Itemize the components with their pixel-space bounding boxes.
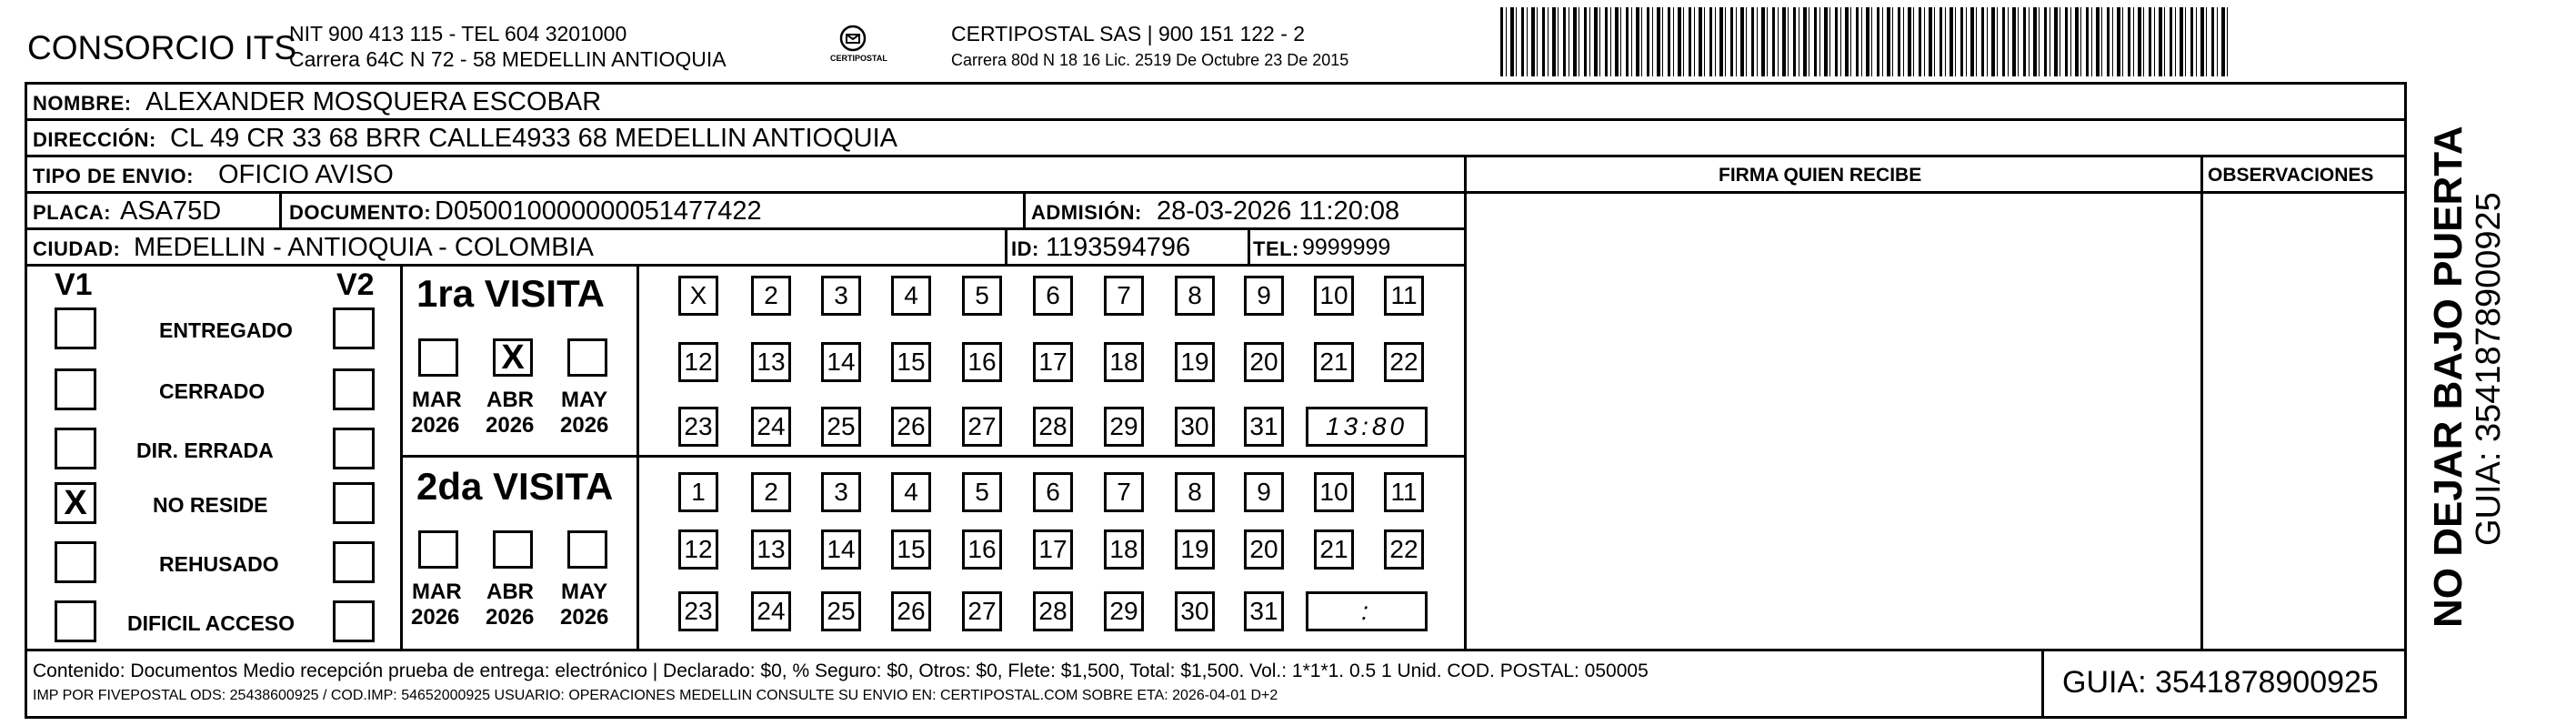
status-label: DIR. ERRADA — [136, 439, 274, 462]
status-label: DIFICIL ACCESO — [127, 611, 296, 635]
side-guia: GUIA: 3541878900925 — [2470, 192, 2508, 546]
month-label: MAY — [561, 388, 608, 412]
first-day-cell[interactable]: 30 — [1175, 407, 1215, 447]
tipo-envio-label: TIPO DE ENVIO: — [33, 165, 194, 187]
second-day-cell[interactable]: 13 — [751, 529, 791, 570]
tel-label: TEL: — [1253, 237, 1299, 260]
first-day-cell[interactable]: 22 — [1384, 342, 1424, 382]
second-day-cell[interactable]: 26 — [891, 591, 931, 631]
first-day-cell[interactable]: 26 — [891, 407, 931, 447]
second-day-cell[interactable]: 18 — [1104, 529, 1144, 570]
second-day-cell[interactable]: 22 — [1384, 529, 1424, 570]
first-visit-title: 1ra VISITA — [416, 272, 605, 315]
second-day-cell[interactable]: 29 — [1104, 591, 1144, 631]
month-checkbox[interactable] — [567, 338, 607, 377]
firma-header: FIRMA QUIEN RECIBE — [1719, 165, 1922, 186]
second-day-cell[interactable]: 1 — [678, 472, 718, 512]
first-day-cell[interactable]: X — [678, 276, 718, 316]
month-year: 2026 — [486, 413, 535, 438]
month-label: ABR — [486, 388, 534, 412]
second-day-cell[interactable]: 17 — [1033, 529, 1073, 570]
first-day-cell[interactable]: 24 — [751, 407, 791, 447]
observaciones-header: OBSERVACIONES — [2208, 165, 2374, 186]
courier-line: CERTIPOSTAL SAS | 900 151 122 - 2 — [951, 22, 1306, 45]
status-label: REHUSADO — [159, 552, 279, 576]
month-label: ABR — [486, 580, 534, 604]
first-day-cell[interactable]: 14 — [821, 342, 861, 382]
status-label: ENTREGADO — [159, 318, 293, 342]
second-day-cell[interactable]: 27 — [962, 591, 1002, 631]
month-year: 2026 — [486, 605, 535, 630]
first-day-cell[interactable]: 8 — [1175, 276, 1215, 316]
first-day-cell[interactable]: 18 — [1104, 342, 1144, 382]
v1-checkbox[interactable] — [55, 368, 96, 410]
first-time-box[interactable]: 13:80 — [1306, 407, 1428, 447]
month-label: MAR — [412, 388, 462, 412]
company-address: Carrera 64C N 72 - 58 MEDELLIN ANTIOQUIA — [289, 47, 727, 71]
second-day-cell[interactable]: 14 — [821, 529, 861, 570]
first-day-cell[interactable]: 25 — [821, 407, 861, 447]
footer-imp: IMP POR FIVEPOSTAL ODS: 25438600925 / COD.IMP: 54652000925 USUARIO: OPERACIONES MEDELLIN CONSULTE SU ENVIO EN: CERTIPOSTAL.COM SOBRE ETA: 2026-04-01 D+2 — [33, 688, 1278, 703]
first-day-cell[interactable]: 15 — [891, 342, 931, 382]
v1-checkbox[interactable] — [55, 541, 96, 583]
direccion-label: DIRECCIÓN: — [33, 128, 156, 151]
tel-value: 9999999 — [1302, 235, 1391, 260]
second-day-cell[interactable]: 24 — [751, 591, 791, 631]
v1-checkbox[interactable] — [55, 308, 96, 349]
status-label: CERRADO — [159, 379, 266, 403]
month-year: 2026 — [411, 413, 460, 438]
month-checkbox[interactable] — [418, 338, 458, 377]
second-day-cell[interactable]: 6 — [1033, 472, 1073, 512]
second-day-cell[interactable]: 21 — [1314, 529, 1354, 570]
second-day-cell[interactable]: 11 — [1384, 472, 1424, 512]
first-day-cell[interactable]: 9 — [1244, 276, 1284, 316]
nombre-value: ALEXANDER MOSQUERA ESCOBAR — [145, 87, 602, 116]
v1-checkbox[interactable] — [55, 600, 96, 642]
second-day-cell[interactable]: 20 — [1244, 529, 1284, 570]
second-day-cell[interactable]: 7 — [1104, 472, 1144, 512]
tipo-envio-value: OFICIO AVISO — [218, 160, 394, 189]
ciudad-label: CIUDAD: — [33, 237, 121, 260]
first-day-cell[interactable]: 29 — [1104, 407, 1144, 447]
second-day-cell[interactable]: 31 — [1244, 591, 1284, 631]
first-day-cell[interactable]: 20 — [1244, 342, 1284, 382]
certipostal-logo — [814, 22, 892, 69]
month-year: 2026 — [560, 605, 609, 630]
first-day-cell[interactable]: 6 — [1033, 276, 1073, 316]
month-checkbox[interactable] — [493, 530, 533, 569]
first-day-cell[interactable]: 11 — [1384, 276, 1424, 316]
admision-label: ADMISIÓN: — [1031, 201, 1142, 224]
second-day-cell[interactable]: 5 — [962, 472, 1002, 512]
month-checkbox[interactable] — [567, 530, 607, 569]
second-day-cell[interactable]: 3 — [821, 472, 861, 512]
side-warning: NO DEJAR BAJO PUERTA — [2426, 126, 2471, 628]
month-checkbox[interactable] — [418, 530, 458, 569]
company-name: CONSORCIO ITS — [27, 29, 297, 66]
month-year: 2026 — [560, 413, 609, 438]
company-nit: NIT 900 413 115 - TEL 604 3201000 — [289, 22, 627, 45]
second-day-cell[interactable]: 9 — [1244, 472, 1284, 512]
v2-checkbox[interactable] — [333, 428, 375, 469]
second-day-cell[interactable]: 12 — [678, 529, 718, 570]
status-label: NO RESIDE — [153, 493, 268, 517]
id-label: ID: — [1011, 237, 1039, 260]
nombre-label: NOMBRE: — [33, 92, 132, 115]
ciudad-value: MEDELLIN - ANTIOQUIA - COLOMBIA — [134, 233, 594, 262]
v1-checkbox[interactable]: X — [55, 482, 96, 524]
second-visit-title: 2da VISITA — [416, 465, 614, 508]
second-day-cell[interactable]: 8 — [1175, 472, 1215, 512]
month-label: MAR — [412, 580, 462, 604]
first-day-cell[interactable]: 31 — [1244, 407, 1284, 447]
first-day-cell[interactable]: 12 — [678, 342, 718, 382]
logo-text: CERTIPOSTAL — [830, 54, 887, 63]
v2-checkbox[interactable] — [333, 368, 375, 410]
v2-checkbox[interactable] — [333, 541, 375, 583]
v2-checkbox[interactable] — [333, 482, 375, 524]
second-day-cell[interactable]: 2 — [751, 472, 791, 512]
v1-checkbox[interactable] — [55, 428, 96, 469]
second-day-cell[interactable]: 10 — [1314, 472, 1354, 512]
first-day-cell[interactable]: 21 — [1314, 342, 1354, 382]
month-label: MAY — [561, 580, 608, 604]
v1-header: V1 — [55, 267, 93, 302]
first-day-cell[interactable]: 4 — [891, 276, 931, 316]
first-day-cell[interactable]: 16 — [962, 342, 1002, 382]
second-time-box[interactable]: : — [1306, 591, 1428, 631]
v2-checkbox[interactable] — [333, 600, 375, 642]
second-day-cell[interactable]: 23 — [678, 591, 718, 631]
first-day-cell[interactable]: 7 — [1104, 276, 1144, 316]
first-day-cell[interactable]: 28 — [1033, 407, 1073, 447]
first-day-cell[interactable]: 2 — [751, 276, 791, 316]
first-day-cell[interactable]: 23 — [678, 407, 718, 447]
second-day-cell[interactable]: 15 — [891, 529, 931, 570]
first-day-cell[interactable]: 27 — [962, 407, 1002, 447]
month-year: 2026 — [411, 605, 460, 630]
first-day-cell[interactable]: 10 — [1314, 276, 1354, 316]
direccion-value: CL 49 CR 33 68 BRR CALLE4933 68 MEDELLIN ANTIOQUIA — [170, 124, 898, 153]
footer-contenido: Contenido: Documentos Medio recepción prueba de entrega: electrónico | Declarado: $0, % Seguro: $0, Otros: $0, Flete: $1,500, Total: $1,500. Vol.: 1*1*1. 0.5 1 Unid. COD. POSTAL: 050005 — [33, 660, 1649, 681]
first-day-cell[interactable]: 13 — [751, 342, 791, 382]
second-day-cell[interactable]: 28 — [1033, 591, 1073, 631]
v2-checkbox[interactable] — [333, 308, 375, 349]
first-day-cell[interactable]: 19 — [1175, 342, 1215, 382]
first-day-cell[interactable]: 5 — [962, 276, 1002, 316]
v2-header: V2 — [336, 267, 375, 302]
month-checkbox[interactable]: X — [493, 338, 533, 377]
first-day-cell[interactable]: 3 — [821, 276, 861, 316]
second-day-cell[interactable]: 4 — [891, 472, 931, 512]
second-day-cell[interactable]: 30 — [1175, 591, 1215, 631]
barcode-icon — [1500, 7, 2228, 76]
placa-label: PLACA: — [33, 201, 112, 224]
documento-label: DOCUMENTO: — [289, 201, 432, 224]
courier-address: Carrera 80d N 18 16 Lic. 2519 De Octubre 23 De 2015 — [951, 51, 1349, 69]
footer-guia: GUIA: 3541878900925 — [2062, 665, 2379, 700]
documento-value: D050010000000051477422 — [435, 197, 762, 226]
second-day-cell[interactable]: 25 — [821, 591, 861, 631]
second-day-cell[interactable]: 19 — [1175, 529, 1215, 570]
id-value: 1193594796 — [1046, 233, 1191, 262]
admision-value: 28-03-2026 11:20:08 — [1157, 197, 1400, 226]
placa-value: ASA75D — [120, 197, 222, 226]
first-day-cell[interactable]: 17 — [1033, 342, 1073, 382]
second-day-cell[interactable]: 16 — [962, 529, 1002, 570]
